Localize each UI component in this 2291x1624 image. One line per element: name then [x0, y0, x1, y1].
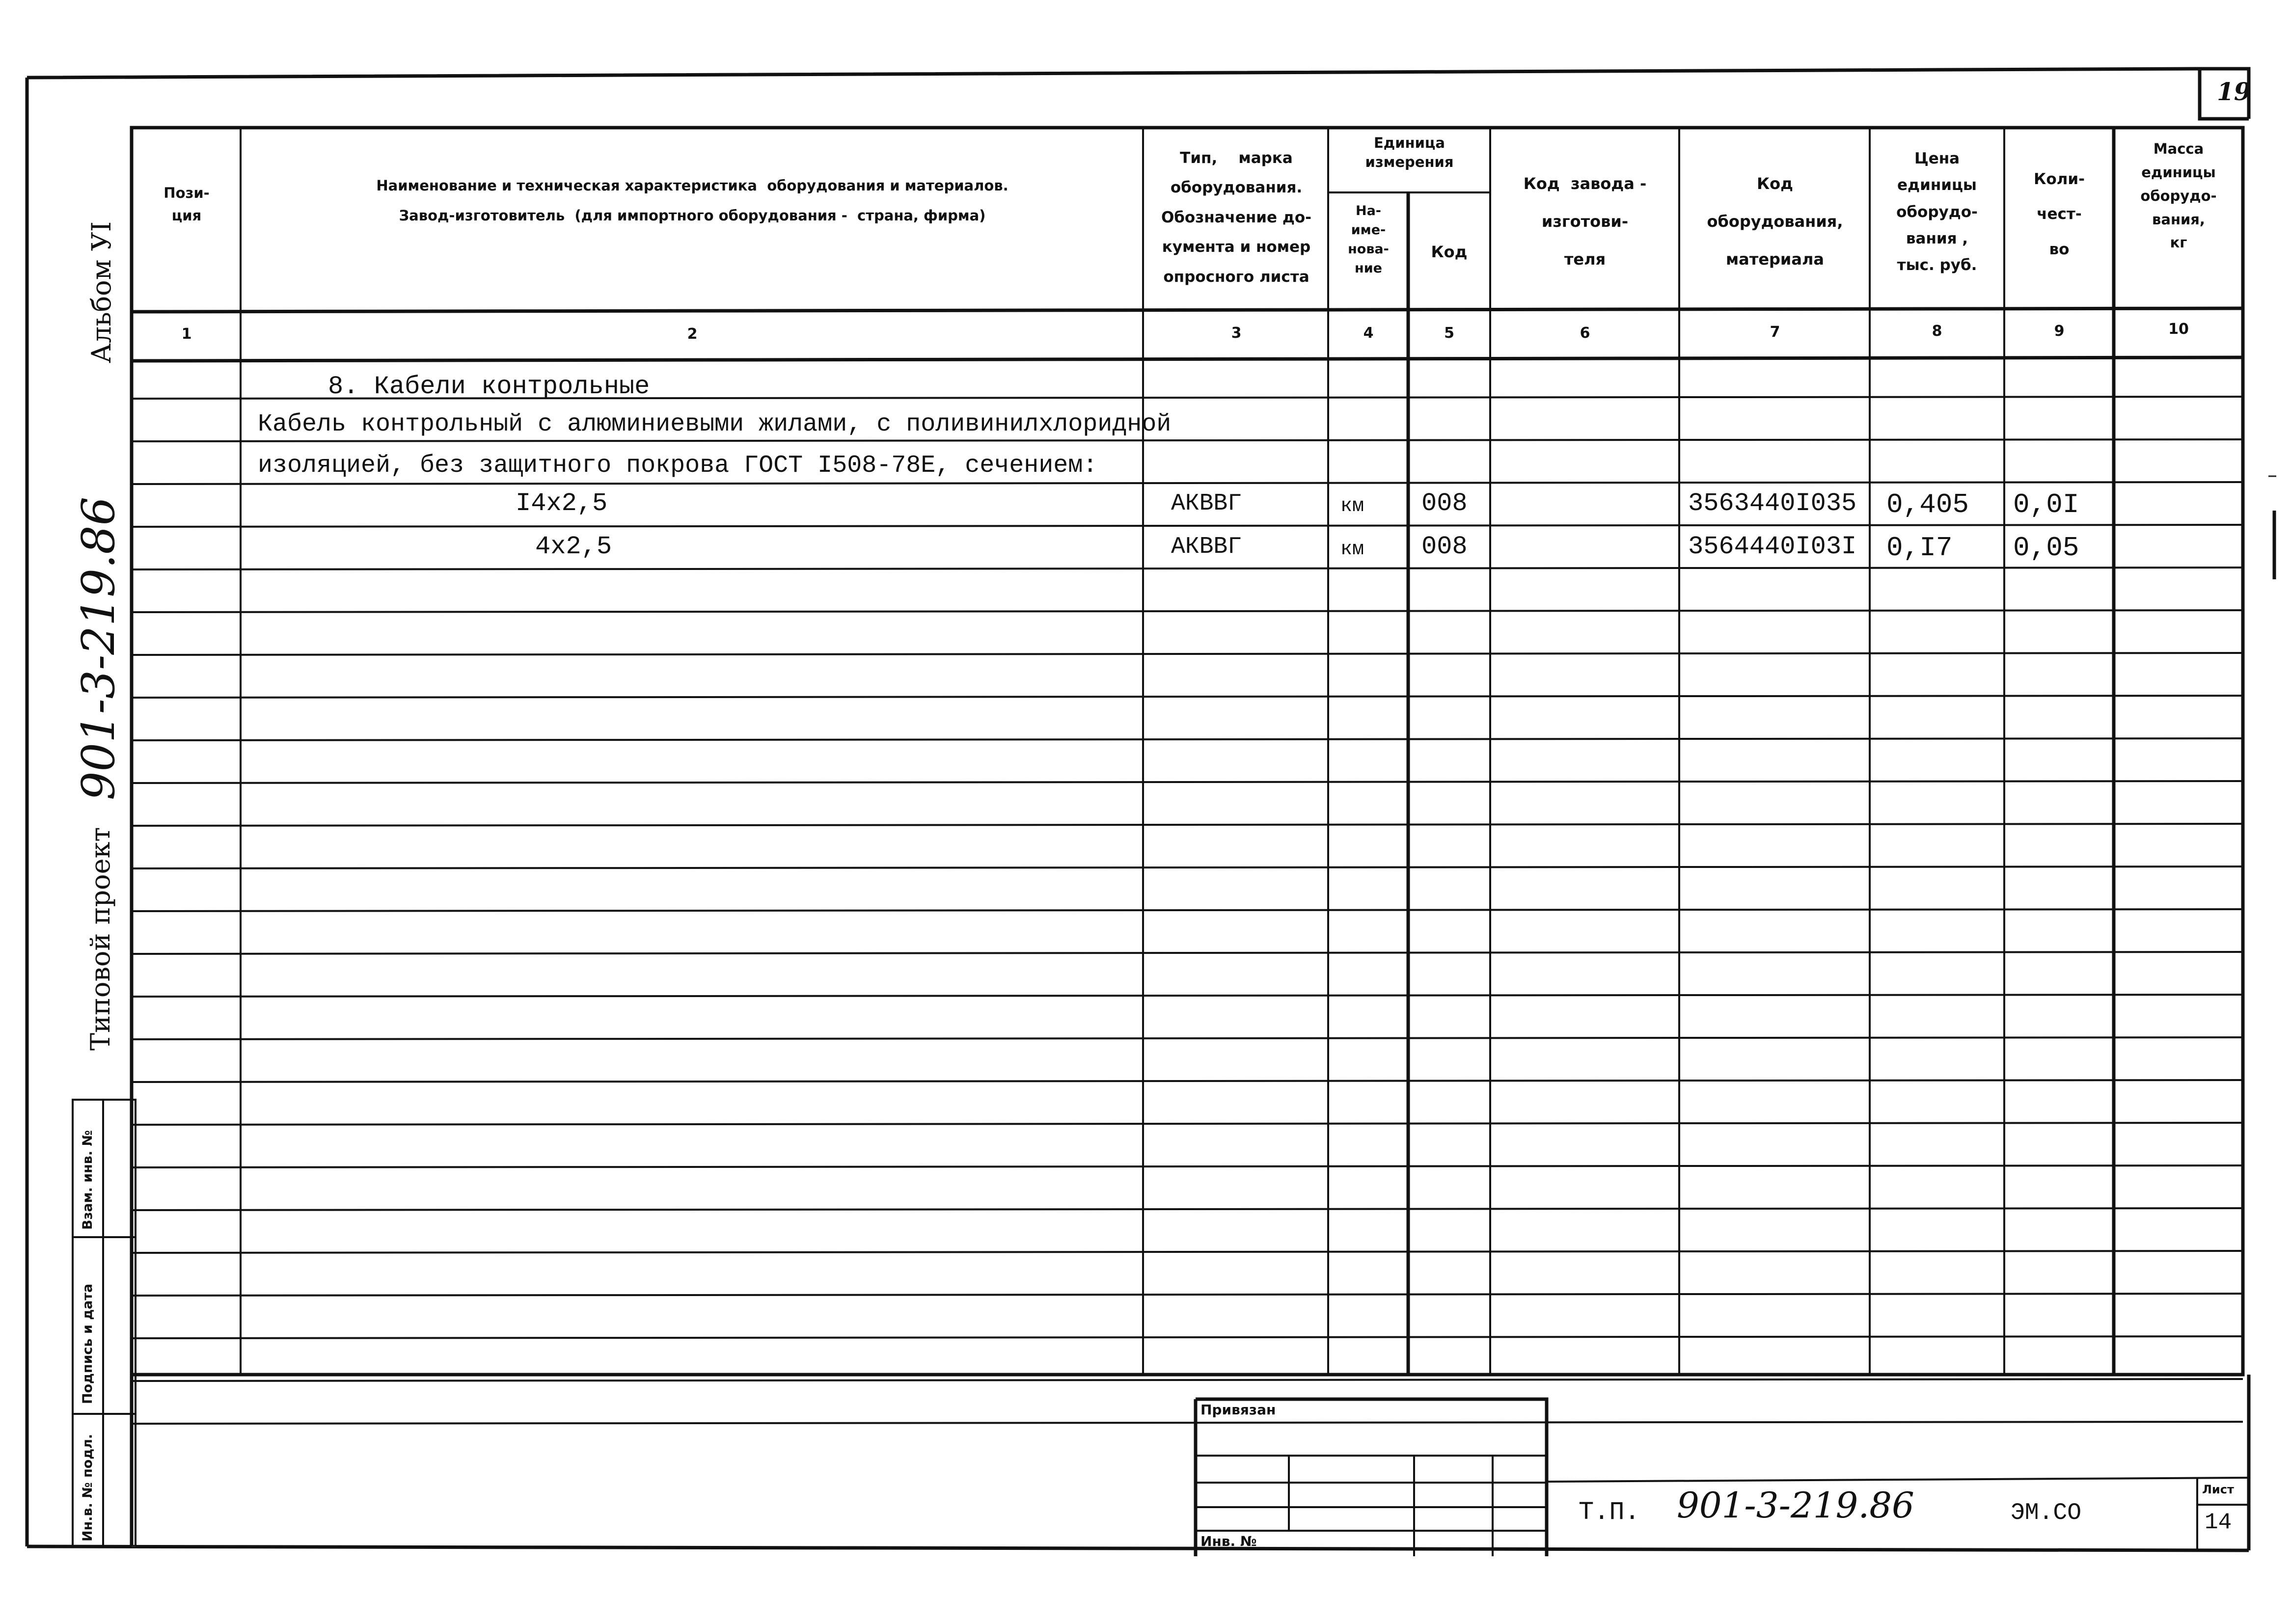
item-equip-code: 3563440I035: [1688, 489, 1857, 518]
header-unit-code: Код: [1431, 243, 1468, 261]
header-name: Наименование и техническая характеристика оборудования и материалов. Завод-изготовитель (для импортного оборудования - страна, фирма): [376, 177, 1009, 224]
item-unit-code: 008: [1421, 532, 1468, 561]
sheet-number: 19: [2217, 77, 2251, 106]
table-row-line: [132, 1037, 2243, 1039]
table-row-line: [132, 482, 2243, 484]
item-unit: км: [1340, 539, 1364, 561]
list-number: 14: [2205, 1510, 2232, 1535]
table-row-line: [132, 995, 2243, 997]
header-equip-code: Код оборудования, материала: [1707, 174, 1843, 269]
item-unit-code: 008: [1421, 489, 1468, 518]
table-row-line: [132, 439, 2243, 441]
table-row-line: [132, 1422, 2243, 1424]
table-row-line: [132, 568, 2243, 569]
header-mass: Масса единицы оборудо- вания, кг: [2140, 140, 2217, 251]
item-section: I4х2,5: [516, 489, 608, 518]
table-row-line: [132, 525, 2243, 527]
stamp-label-vzam: Взам. инв. №: [80, 1130, 95, 1230]
table-row-line: [132, 1165, 2243, 1167]
item-equip-code: 3564440I03I: [1688, 532, 1857, 561]
table-row-line: [132, 653, 2243, 655]
table-row-line: [132, 1379, 2243, 1381]
header-type: Тип, марка оборудования. Обозначение до- кумента и номер опросного листа: [1161, 149, 1312, 286]
col-number: 3: [1231, 325, 1242, 342]
table-row-line: [132, 824, 2243, 826]
table-row-line: [132, 781, 2243, 783]
col-number: 1: [181, 325, 192, 343]
tp-label: Т.П.: [1579, 1498, 1640, 1527]
header-quantity: Коли- чест- во: [2034, 170, 2085, 258]
table-row-line: [132, 909, 2243, 911]
col-number: 9: [2054, 323, 2065, 340]
inv-no-label: Инв. №: [1200, 1533, 1257, 1549]
table-row-line: [132, 952, 2243, 954]
item-section: 4х2,5: [535, 532, 612, 561]
project-code-side: 901-3-219.86: [72, 496, 125, 800]
header-position: Пози- ция: [164, 185, 210, 224]
item-price: 0,405: [1886, 489, 1969, 520]
table-row-line: [132, 696, 2243, 698]
header-maker-code: Код завода - изготови- теля: [1523, 174, 1647, 269]
section-heading: 8. Кабели контрольные: [328, 372, 650, 401]
item-description: Кабель контрольный с алюминиевыми жилами, с поливинилхлоридной: [258, 410, 1172, 438]
col-number: 5: [1444, 325, 1454, 342]
table-row-line: [132, 1336, 2243, 1338]
header-price: Цена единицы оборудо- вания , тыс. руб.: [1896, 150, 1978, 274]
list-label: Лист: [2202, 1483, 2234, 1496]
table-row-line: [132, 1251, 2243, 1253]
col-number: 4: [1363, 325, 1374, 342]
col-number: 2: [687, 325, 698, 343]
item-price: 0,I7: [1886, 532, 1953, 564]
item-quantity: 0,05: [2013, 532, 2079, 564]
col-number: 6: [1580, 325, 1590, 342]
table-row-line: [132, 1123, 2243, 1125]
table-row-line: [132, 738, 2243, 740]
table-row-line: [132, 866, 2243, 868]
item-unit: км: [1340, 495, 1364, 517]
stamp-label-inv-podl: Ин.в. № подл.: [80, 1434, 95, 1542]
col-number: 7: [1770, 324, 1780, 341]
table-row-line: [132, 1294, 2243, 1296]
tp-code: 901-3-219.86: [1677, 1485, 1914, 1526]
header-unit-name: На- име- нова- ние: [1348, 203, 1389, 276]
album-label: Альбом УI: [86, 221, 117, 363]
table-row-line: [132, 610, 2243, 612]
privyazan-label: Привязан: [1200, 1402, 1276, 1418]
stamp-label-podpis: Подпись и дата: [80, 1283, 95, 1404]
item-type: АКВВГ: [1171, 490, 1242, 517]
table-row-line: [132, 1208, 2243, 1210]
header-unit-group: Единица измерения: [1365, 135, 1454, 171]
project-type-label: Типовой проект: [85, 827, 116, 1051]
table-row-line: [132, 1080, 2243, 1082]
col-number: 8: [1932, 323, 1942, 340]
item-quantity: 0,0I: [2013, 489, 2079, 520]
doc-code: ЭМ.СО: [2011, 1500, 2082, 1526]
item-type: АКВВГ: [1171, 534, 1242, 560]
col-number: 10: [2168, 321, 2189, 338]
item-description: изоляцией, без защитного покрова ГОСТ I508-78Е, сечением:: [258, 452, 1098, 480]
